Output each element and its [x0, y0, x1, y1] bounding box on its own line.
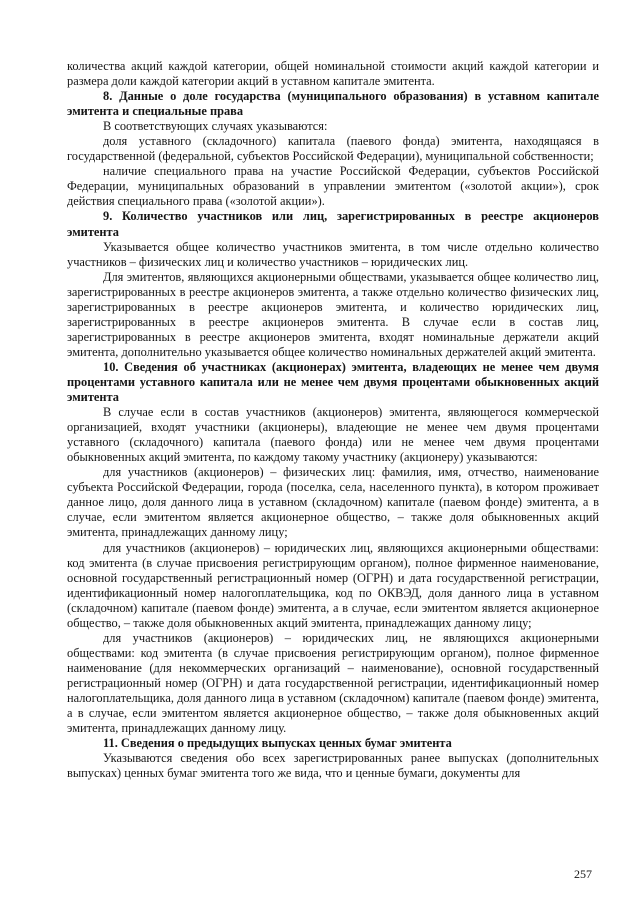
paragraph: Указываются сведения обо всех зарегистрированных ранее выпусках (дополнительных выпусках) ценных бумаг эмитента того же вида, что и ценные бумаги, документы для: [67, 751, 599, 781]
paragraph: для участников (акционеров) – юридических лиц, являющихся акционерными обществами: код эмитента (в случае присвоения регистрирующим органом), полное фирменное наименование, основной государственный регистрационный номер (ОГРН) и дата государственной регистрации, идентификационный номер налогоплательщика, код по ОКВЭД, доля данного лица в уставном (складочном) капитале (паевом фонде) эмитента, а в случае, если эмитентом является акционерное общество, – также доля обыкновенных акций эмитента, принадлежащих данному лицу;: [67, 540, 599, 630]
paragraph: количества акций каждой категории, общей номинальной стоимости акций каждой категории и размера доли каждой категории акций в уставном капитале эмитента.: [67, 59, 599, 89]
section-heading: 11. Сведения о предыдущих выпусках ценных бумаг эмитента: [103, 736, 452, 751]
paragraph: наличие специального права на участие Российской Федерации, субъектов Российской Федерации, муниципальных образований в управлении эмитентом («золотой акции»), срок действия специального права («золотой акции»).: [67, 164, 599, 209]
paragraph: для участников (акционеров) – юридических лиц, не являющихся акционерными обществами: код эмитента (в случае присвоения регистрирующим органом), полное фирменное наименование (для некоммерческих организаций – наименование), основной государственный регистрационный номер (ОГРН) и дата государственной регистрации, идентификационный номер налогоплательщика, доля данного лица в уставном (складочном) капитале (паевом фонде) эмитента, а в случае, если эмитентом является акционерное общество, – также доля обыкновенных акций эмитента, принадлежащих данному лицу.: [67, 630, 599, 736]
section-heading: 9. Количество участников или лиц, зарегистрированных в реестре акционеров эмитента: [67, 209, 599, 239]
paragraph: В случае если в состав участников (акционеров) эмитента, являющегося коммерческой организацией, входят участники (акционеры), владеющие не менее чем двумя процентами уставного (складочного) капитала (паевого фонда) или не менее чем двумя процентами обыкновенных акций эмитента, по каждому такому участнику (акционеру) указываются:: [67, 405, 599, 465]
paragraph: Указывается общее количество участников эмитента, в том числе отдельно количество участников – физических лиц и количество участников – юридических лиц.: [67, 239, 599, 269]
document-body: [67, 59, 599, 781]
section-heading: 8. Данные о доле государства (муниципального образования) в уставном капитале эмитента и специальные права: [67, 89, 599, 119]
page-number: 257: [574, 867, 592, 881]
paragraph: для участников (акционеров) – физических лиц: фамилия, имя, отчество, наименование субъекта Российской Федерации, города (поселка, села, населенного пункта), в котором проживает данное лицо, доля данного лица в уставном (складочном) капитале (паевом фонде) эмитента, а в случае, если эмитентом является акционерное общество, – также доля обыкновенных акций эмитента, принадлежащих данному лицу;: [67, 465, 599, 540]
paragraph: Для эмитентов, являющихся акционерными обществами, указывается общее количество лиц, зарегистрированных в реестре акционеров эмитента, а также отдельно количество физических лиц, зарегистрированных в реестре акционеров эмитента, и количество юридических лиц, зарегистрированных в реестре акционеров эмитента. В случае если в состав лиц, зарегистрированных в реестре акционеров эмитента, входят номинальные держатели акций эмитента, дополнительно указывается общее количество номинальных держателей акций эмитента.: [67, 269, 599, 359]
paragraph: доля уставного (складочного) капитала (паевого фонда) эмитента, находящаяся в государственной (федеральной, субъектов Российской Федерации), муниципальной собственности;: [67, 134, 599, 164]
paragraph: В соответствующих случаях указываются:: [103, 119, 328, 134]
section-heading: 10. Сведения об участниках (акционерах) эмитента, владеющих не менее чем двумя процентами уставного капитала или не менее чем двумя процентами обыкновенных акций эмитента: [67, 359, 599, 405]
